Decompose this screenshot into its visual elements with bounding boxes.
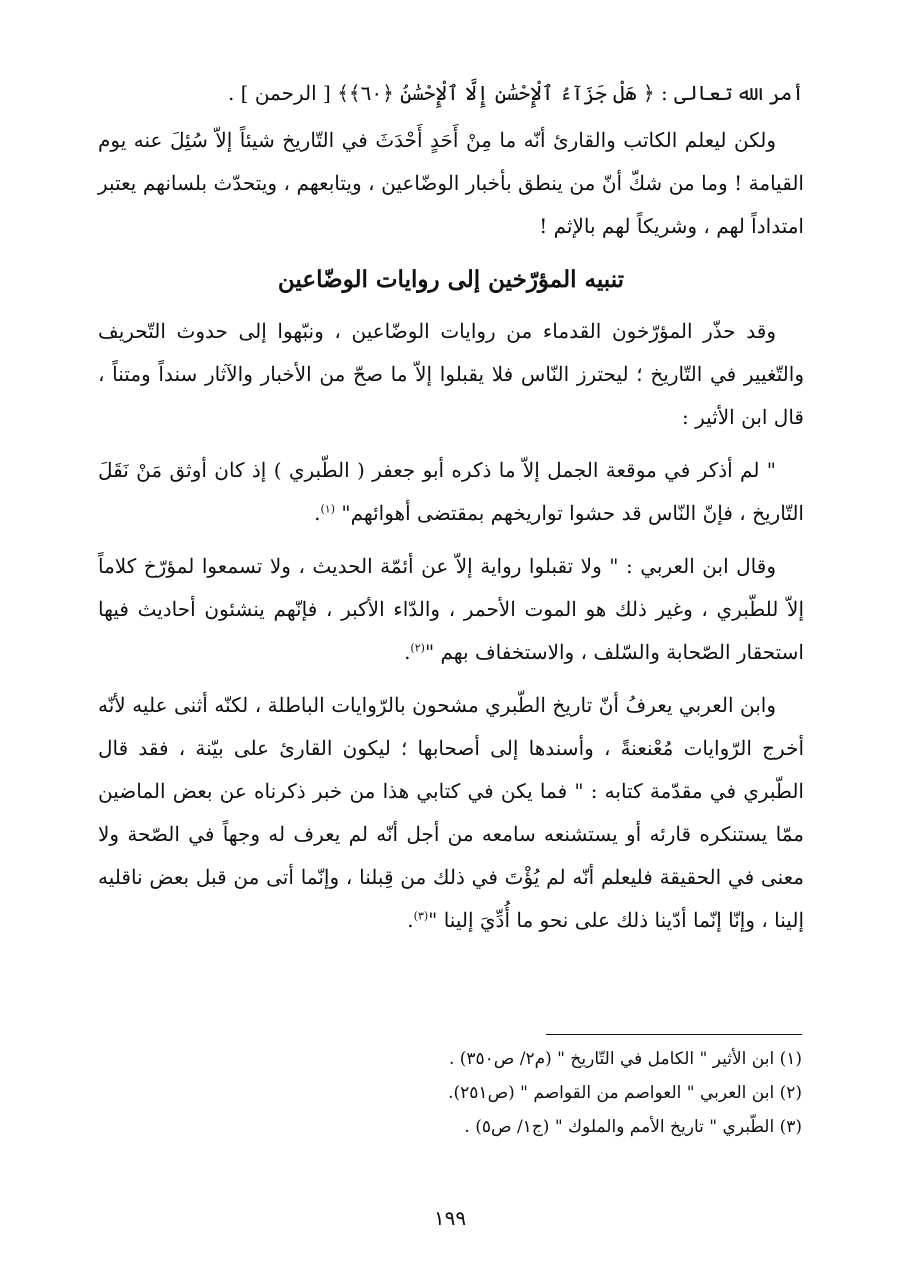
paragraph-4-text: وابن العربي يعرفُ أنّ تاريخ الطّبري مشحون بالرّوايات الباطلة ، لكنّه أثنى عليه لأنّه أخرج الرّوايات مُعْنعنةً ، وأسندها إلى أصحابها ؛ ليكون القارئ على بيّنة ، فقد قال الطّبري في مقدّمة كتابه : " فما يكن في كتابي هذا من خبر ذكرناه عن بعض الماضين ممّا يستنكره قارئه أو يستشنعه سامعه من أجل أنّه لم يعرف له وجهاً في الصّحة ولا معنى في الحقيقة فليعلم أنّه لم يُؤْتَ في ذلك من قِبلنا ، وإنّما أتى من قبل بعض ناقليه إلينا ، وإنّا إنّما أدّينا ذلك على نحو ما أُدِّيَ إلينا " <box>98 693 804 932</box>
section-heading: تنبيه المؤرّخين إلى روايات الوضّاعين <box>277 266 625 293</box>
footnote-2: (٢) ابن العربي " العواصم من القواصم " (ص٢٥١). <box>448 1083 802 1103</box>
quote-1-text: " لم أذكر في موقعة الجمل إلاّ ما ذكره أبو جعفر ( الطّبري ) إذ كان أوثق مَنْ نَقَلَ التّاريخ ، فإنّ النّاس قد حشوا تواريخهم بمقتضى أهوائهم" <box>98 458 804 525</box>
paragraph-3-text: وقال ابن العربي : " ولا تقبلوا رواية إلاّ عن أئمّة الحديث ، ولا تسمعوا لمؤرّخ كلاماً إلاّ للطّبري ، وغير ذلك هو الموت الأحمر ، والدّاء الأكبر ، فإنّهم ينشئون أحاديث فيها استحقار الصّحابة والسّلف ، والاستخفاف بهم " <box>98 554 804 664</box>
quran-bracket-open: ﴿ <box>642 81 655 105</box>
footnote-3: (٣) الطّبري " تاريخ الأمم والملوك " (ج١/ ص٥) . <box>464 1117 802 1137</box>
verse-intro: أمر الله تعالى : <box>654 81 804 105</box>
footnote-divider <box>546 1034 802 1035</box>
verse-source: [ الرحمن ] . <box>227 81 338 105</box>
quote-1 <box>98 449 804 535</box>
quran-verse: هَلْ جَزَآءُ ٱلْإِحْسَٰنِ إِلَّا ٱلْإِحْسَٰنُ <box>393 81 643 105</box>
paragraph-1: ولكن ليعلم الكاتب والقارئ أنّه ما مِنْ أَحَدٍ أَحْدَثَ في التّاريخ شيئاً إلاّ سُئِلَ عنه يوم القيامة ! وما من شكّ أنّ من ينطق بأخبار الوضّاعين ، ويتابعهم ، ويتحدّث بلسانهم يعتبر امتداداً لهم ، وشريكاً لهم بالإثم ! <box>98 128 804 238</box>
footnotes <box>96 1042 802 1144</box>
spacer <box>98 674 804 684</box>
paragraph-4-end: . <box>407 908 414 932</box>
footnote-ref-3: (٣) <box>413 909 429 923</box>
paragraph-3-end: . <box>404 640 411 664</box>
paragraph-3 <box>98 545 804 674</box>
paragraph-4 <box>98 684 804 942</box>
verse-number: ﴿٦٠﴾ <box>348 81 394 105</box>
quran-bracket-close: ﴾ <box>337 81 349 105</box>
footnote-ref-1: (١) <box>320 502 336 516</box>
spacer <box>98 535 804 545</box>
footnote-ref-2: (٢) <box>410 641 425 655</box>
quote-1-end: . <box>314 501 321 525</box>
verse-line <box>98 72 804 115</box>
footnote-1: (١) ابن الأثير " الكامل في التّاريخ " (م٢/ ص٣٥٠) . <box>448 1049 802 1069</box>
paragraph-2: وقد حذّر المؤرّخون القدماء من روايات الوضّاعين ، ونبّهوا إلى حدوث التّحريف والتّغيير في التّاريخ ؛ ليحترز النّاس فلا يقبلوا إلاّ ما صحّ من الأخبار والآثار سنداً ومتناً ، قال ابن الأثير : <box>98 319 804 429</box>
spacer <box>98 439 804 449</box>
page-number: ١٩٩ <box>433 1206 467 1230</box>
